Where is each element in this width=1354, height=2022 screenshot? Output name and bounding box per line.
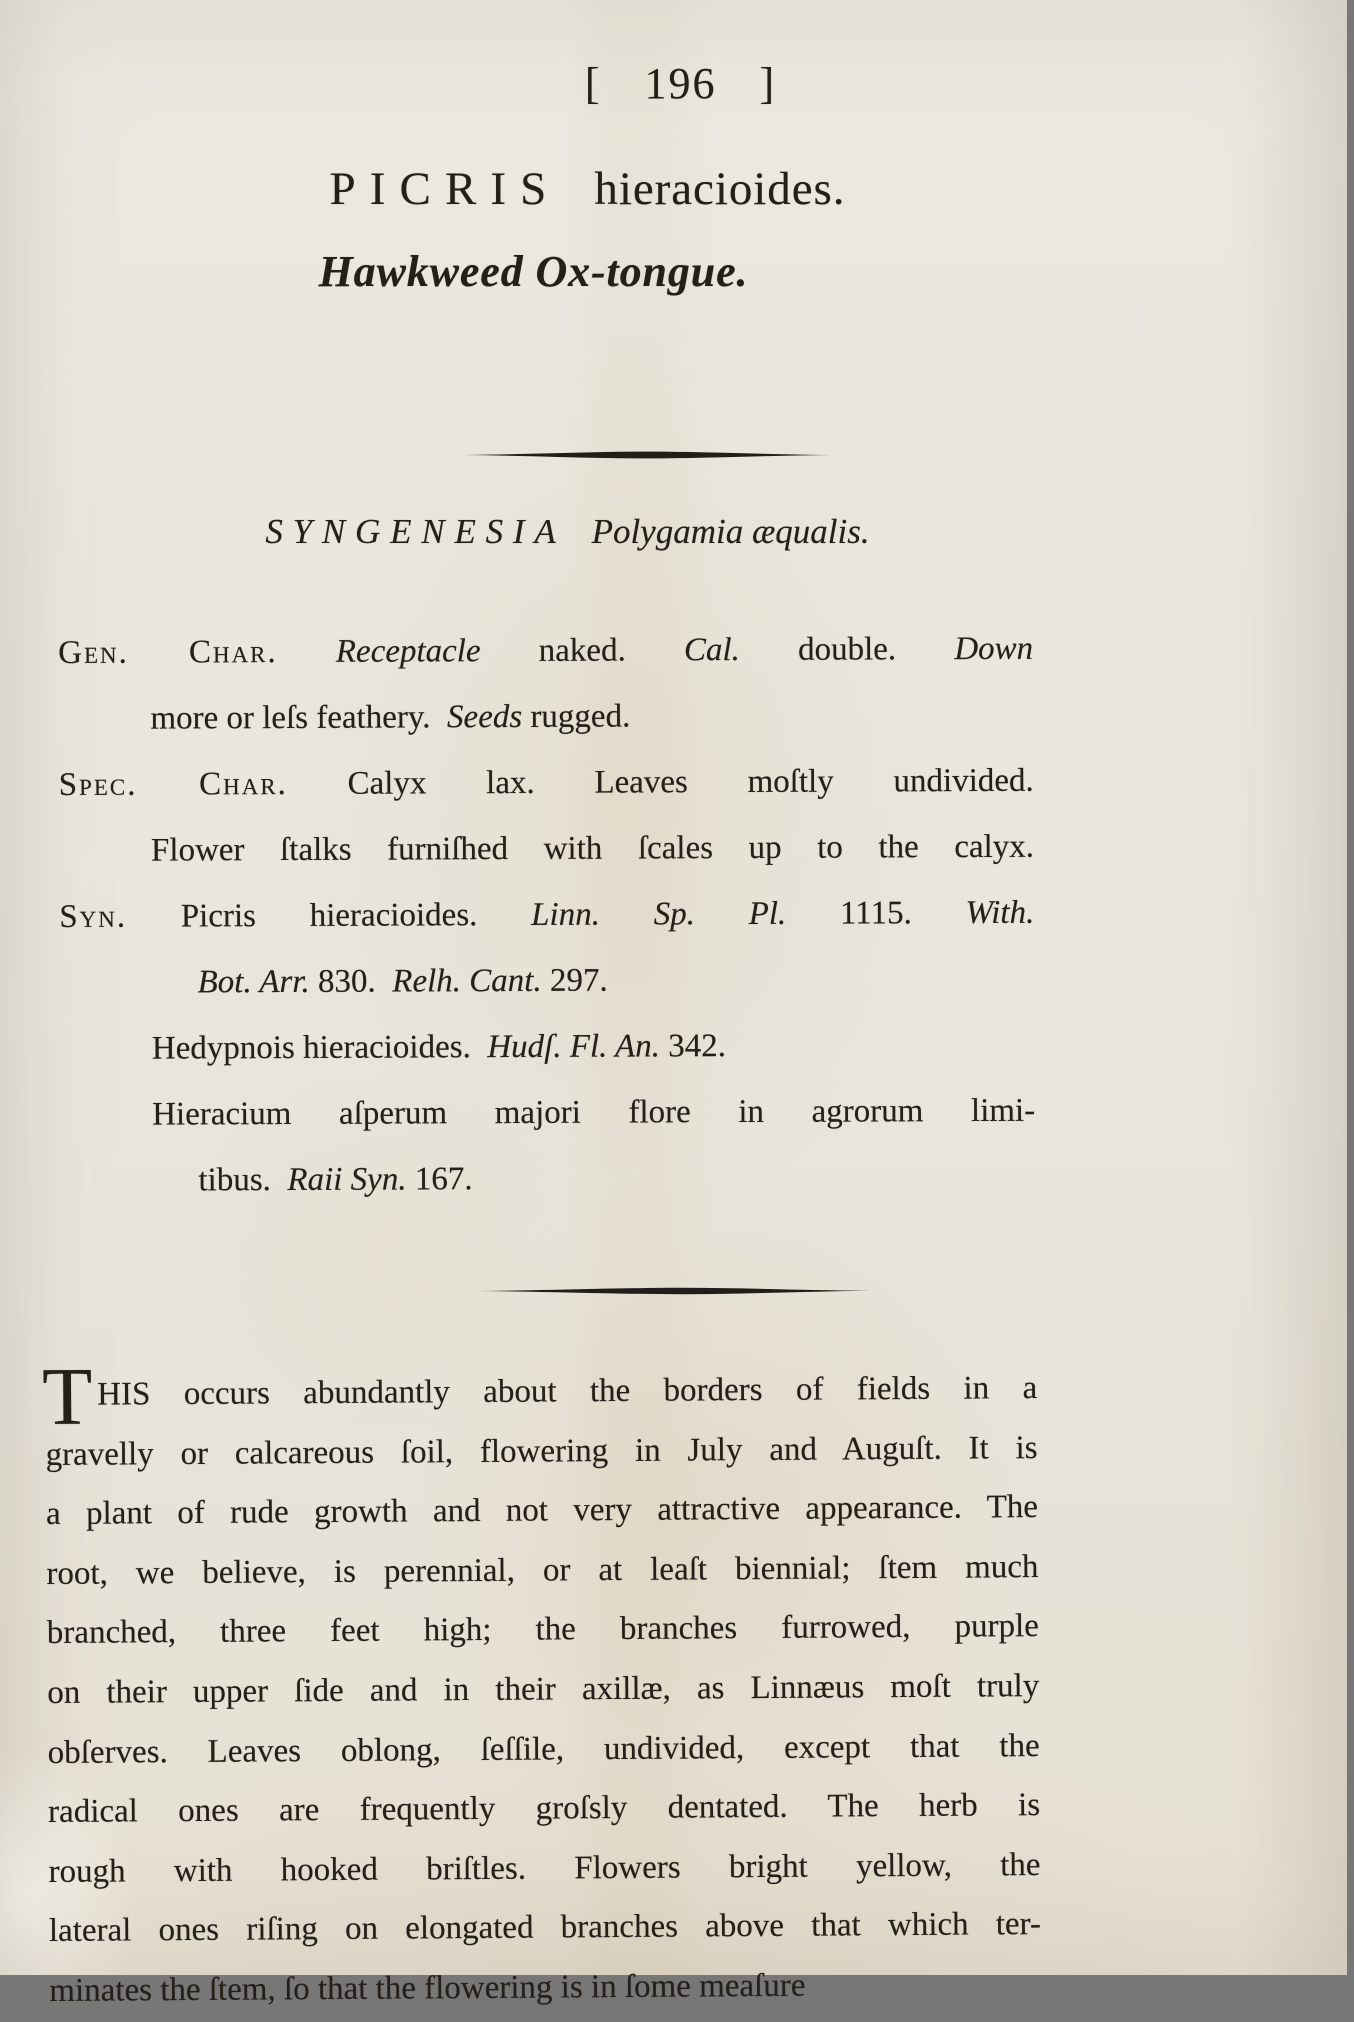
tapered-rule-icon [477, 1286, 870, 1296]
spec-char-line-2 [151, 814, 1034, 884]
page-title [0, 162, 1261, 216]
text-segment: Gen. Char. [58, 634, 278, 671]
body-line: gravelly or calcareous ſoil, flowering in July and Auguſt. It is [45, 1429, 1038, 1473]
text-segment: Receptacle [335, 633, 481, 670]
body-line: a plant of rude growth and not very attractive appearance. The [45, 1489, 1039, 1533]
text-segment: 167. [406, 1161, 473, 1198]
text-segment: Cal. [683, 632, 740, 669]
body-line-clipped: minates the ſtem, ſo that the flowering is in ſome meaſure [49, 1967, 806, 2009]
text-segment: naked. [480, 632, 685, 670]
text-segment: more or leſs feathery. [150, 699, 448, 737]
text-segment: SYNGENESIA [265, 512, 566, 551]
text-segment: Calyx lax. Leaves moſtly undivided. [287, 762, 1034, 802]
text-segment: Hieracium aſperum majori flore in agrorum limi- [152, 1092, 1036, 1133]
body-line: rough with hooked briſtles. Flowers bright yellow, the [48, 1846, 1041, 1890]
description-paragraph [41, 1350, 1042, 2021]
text-segment: double. [739, 631, 955, 669]
text-segment: Hudſ. Fl. An. [487, 1028, 661, 1066]
tapered-rule-icon [464, 450, 832, 460]
body-line-text: HIS occurs abundantly about the borders of fields in a [97, 1370, 1038, 1413]
text-segment: Picris hieracioides. [126, 896, 532, 935]
text-segment: Syn. [59, 898, 128, 935]
classification-line [0, 512, 1241, 552]
text-segment: Polygamia æqualis. [591, 512, 870, 551]
section-divider-bottom [477, 1286, 870, 1296]
text-segment: tibus. [198, 1162, 288, 1199]
text-segment: Relh. Cant. [392, 962, 542, 1000]
body-line: radical ones are frequently groſsly dentated. The herb is [47, 1787, 1041, 1831]
common-name-subtitle: Hawkweed Ox-tongue. [318, 247, 749, 296]
text-segment: 342. [659, 1028, 727, 1065]
text-segment: Seeds [446, 698, 523, 736]
text-segment: Spec. Char. [58, 765, 288, 803]
title-genus: PICRIS [329, 163, 561, 215]
text-segment: Down [954, 630, 1034, 668]
synonym-line-3 [152, 1012, 1035, 1082]
gen-char-line-1 [58, 616, 1033, 686]
body-line: root, we believe, is perennial, or at leaſt biennial; ſtem much [46, 1548, 1039, 1592]
text-segment: 1115. [786, 895, 966, 932]
page-number: [ 196 ] [584, 59, 777, 108]
section-divider-top [464, 450, 832, 460]
text-segment: Flower ſtalks furniſhed with ſcales up to the calyx. [150, 828, 1035, 869]
text-segment: With. [965, 894, 1035, 932]
body-line [41, 1350, 1038, 1443]
body-line: obſerves. Leaves oblong, ſeſſile, undivided, except that the [47, 1727, 1040, 1771]
title-species: hieracioides. [594, 163, 846, 215]
synonym-line-5 [198, 1144, 1035, 1214]
drop-cap: T [41, 1350, 93, 1443]
text-segment: Raii Syn. [287, 1161, 407, 1199]
text-segment: Hedypnois hieracioides. [151, 1029, 488, 1067]
gen-char-line-2 [150, 682, 1033, 752]
body-line: on their upper ſide and in their axillæ, as Linnæus moſt truly [47, 1668, 1040, 1711]
text-segment: 297. [541, 962, 608, 999]
text-segment: Linn. Sp. Pl. [531, 895, 787, 933]
synopsis-block [58, 616, 1036, 1214]
text-segment: rugged. [522, 698, 631, 735]
body-line: lateral ones riſing on elongated branches above that which ter- [48, 1906, 1042, 1950]
synonym-line-2 [197, 946, 1034, 1016]
synonym-line-4 [152, 1078, 1035, 1148]
text-segment: Bot. Arr. [197, 963, 310, 1001]
body-line: branched, three feet high; the branches furrowed, purple [46, 1608, 1039, 1652]
spec-char-line-1 [59, 748, 1034, 818]
text-segment: 830. [309, 963, 393, 1000]
synonym-line-1 [59, 880, 1034, 950]
text-segment [278, 634, 336, 670]
